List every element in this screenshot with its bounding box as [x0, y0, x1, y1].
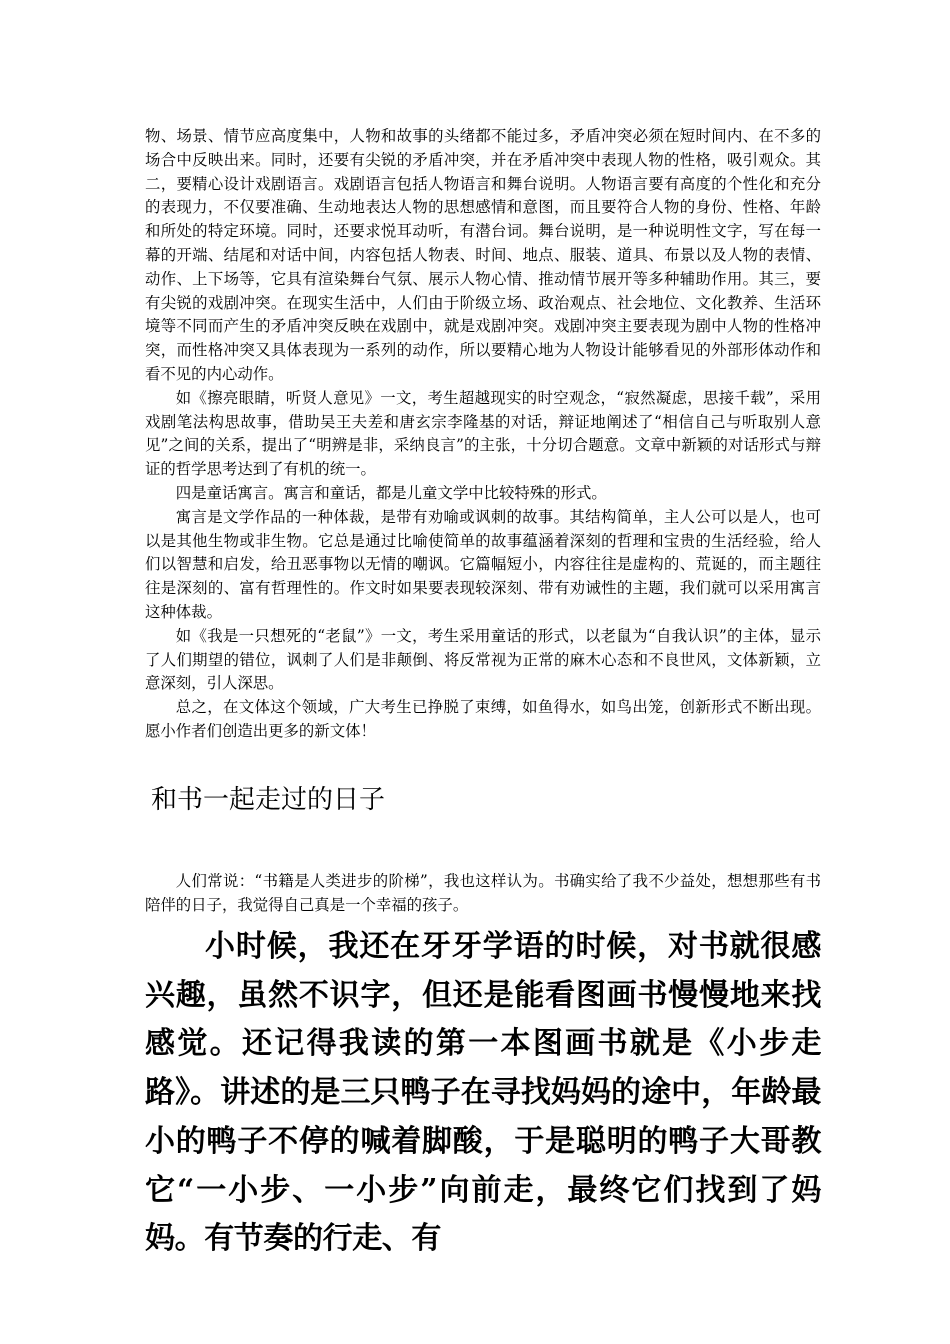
paragraph-fable-definition: 寓言是文学作品的一种体裁，是带有劝喻或讽刺的故事。其结构简单，主人公可以是人，也可以是其他生物或非生物。它总是通过比喻使简单的故事蕴涵着深刻的哲理和宝贵的生活经验，给人们以智慧和启发，给丑恶事物以无情的嘲讽。它篇幅短小，内容往往是虚构的、荒诞的，而主题往往是深刻的、富有哲理性的。作文时如果要表现较深刻、带有劝诫性的主题，我们就可以采用寓言这种体裁。 — [145, 507, 821, 621]
paragraph-drama-example: 如《擦亮眼睛，听贤人意见》一文，考生超越现实的时空观念，“寂然凝虑，思接千载”，采用戏剧笔法构思故事，借助吴王夫差和唐玄宗李隆基的对话，辩证地阐述了“相信自己与听取别人意见”之间的关系，提出了“明辨是非，采纳良言”的主张，十分切合题意。文章中新颖的对话形式与辩证的哲学思考达到了有机的统一。 — [145, 388, 821, 479]
essay-body-large: 小时候，我还在牙牙学语的时候，对书就很感兴趣，虽然不识字，但还是能看图画书慢慢地来找感觉。还记得我读的第一本图画书就是《小步走路》。讲述的是三只鸭子在寻找妈妈的途中，年龄最小的鸭子不停的喊着脚酸，于是聪明的鸭子大哥教它“一小步、一小步”向前走，最终它们找到了妈妈。有节奏的行走、有 — [145, 929, 821, 1257]
paragraph-drama-techniques: 物、场景、情节应高度集中，人物和故事的头绪都不能过多，矛盾冲突必须在短时间内、在不多的场合中反映出来。同时，还要有尖锐的矛盾冲突，并在矛盾冲突中表现人物的性格，吸引观众。其二，要精心设计戏剧语言。戏剧语言包括人物语言和舞台说明。人物语言要有高度的个性化和充分的表现力，不仅要准确、生动地表达人物的思想感情和意图，而且要符合人物的身份、性格、年龄和所处的特定环境。同时，还要求悦耳动听，有潜台词。舞台说明，是一种说明性文字，写在每一幕的开端、结尾和对话中间，内容包括人物表、时间、地点、服装、道具、布景以及人物的表情、动作、上下场等，它具有渲染舞台气氛、展示人物心情、推动情节展开等多种辅助作用。其三，要有尖锐的戏剧冲突。在现实生活中，人们由于阶级立场、政治观点、社会地位、文化教养、生活环境等不同而产生的矛盾冲突反映在戏剧中，就是戏剧冲突。戏剧冲突主要表现为剧中人物的性格冲突，而性格冲突又具体表现为一系列的动作，所以要精心地为人物设计能够看见的外部形体动作和看不见的内心动作。 — [145, 127, 821, 383]
paragraph-fable-example: 如《我是一只想死的“老鼠”》一文，考生采用童话的形式，以老鼠为“自我认识”的主体，显示了人们期望的错位，讽刺了人们是非颠倒、将反常视为正常的麻木心态和不良世风，文体新颖，立意深刻，引人深思。 — [145, 626, 821, 693]
paragraph-conclusion: 总之，在文体这个领域，广大考生已挣脱了束缚，如鱼得水，如鸟出笼，创新形式不断出现。愿小作者们创造出更多的新文体！ — [145, 698, 821, 740]
essay-title: 和书一起走过的日子 — [151, 785, 386, 815]
essay-intro: 人们常说：“书籍是人类进步的阶梯”，我也这样认为。书确实给了我不少益处，想想那些有书陪伴的日子，我觉得自己真是一个幸福的孩子。 — [145, 872, 821, 914]
paragraph-fable-heading: 四是童话寓言。寓言和童话，都是儿童文学中比较特殊的形式。 — [175, 483, 607, 502]
article-body — [145, 125, 821, 744]
